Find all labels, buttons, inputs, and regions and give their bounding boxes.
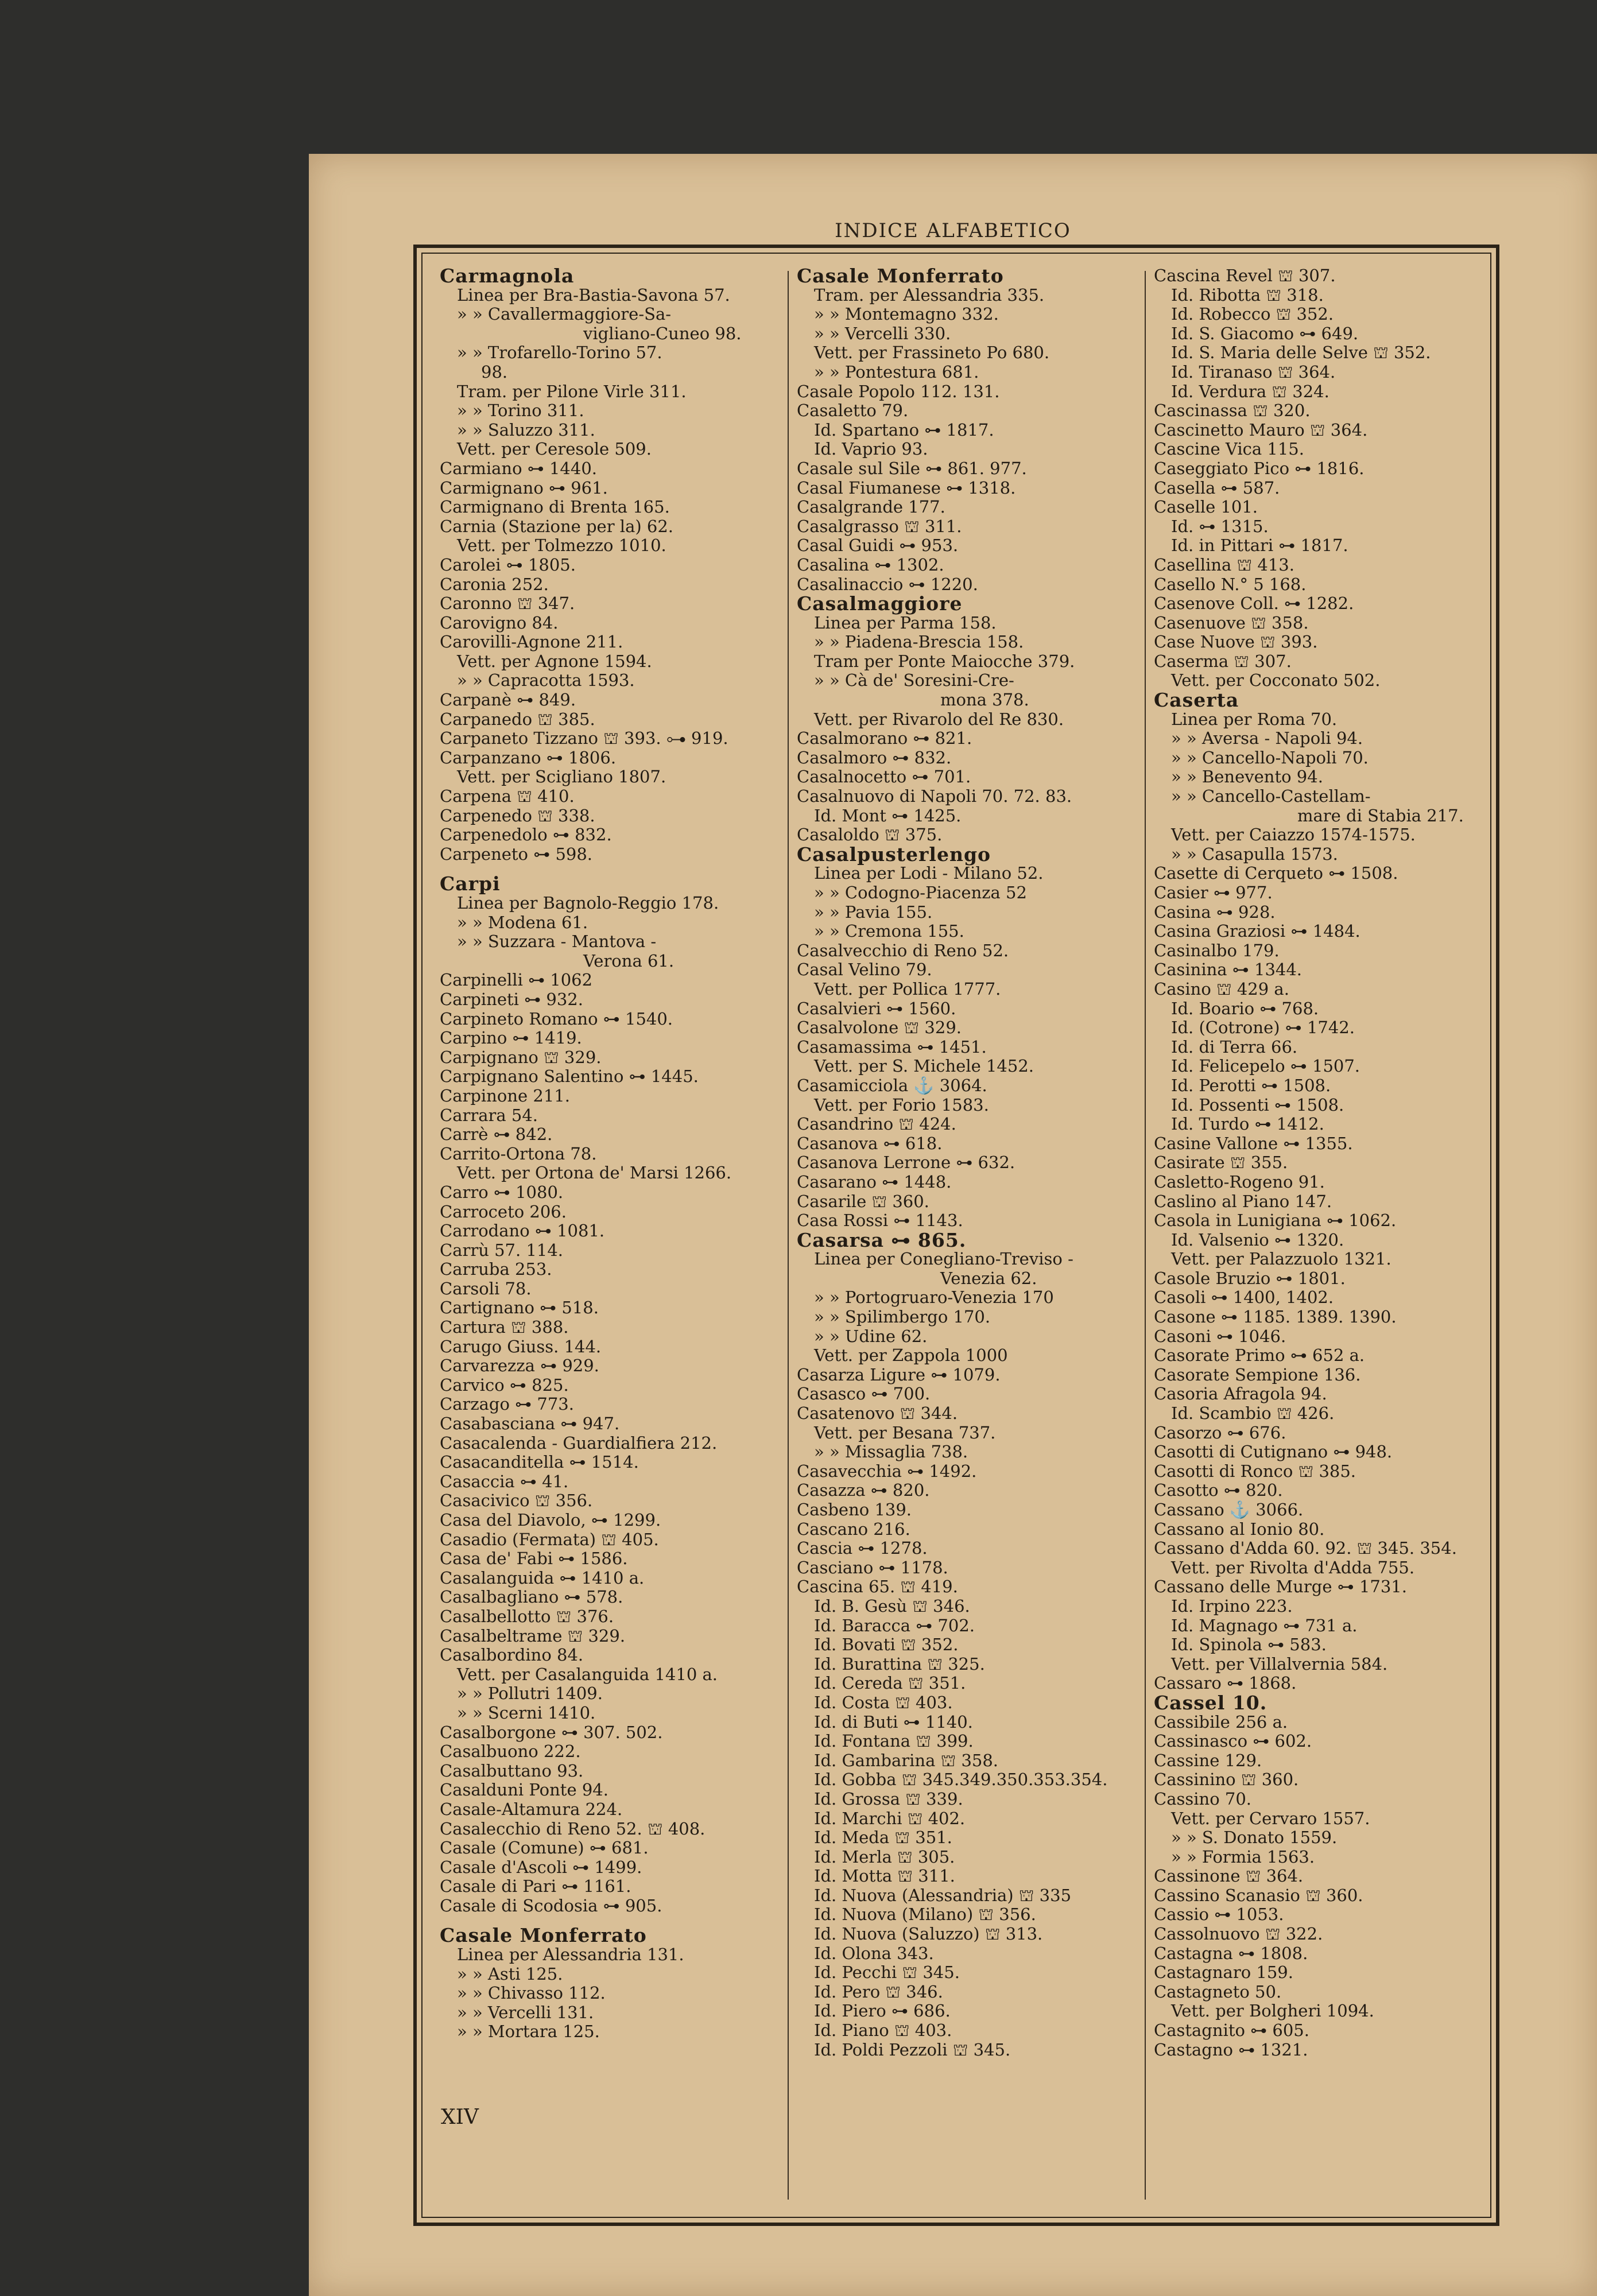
index-entry: Cassano al Ionio 80. bbox=[1154, 1519, 1325, 1539]
index-entry: Casarile ⛫ 360. bbox=[797, 1191, 929, 1211]
index-entry: Castagnito ⊶ 605. bbox=[1154, 2020, 1309, 2041]
index-entry: Vett. per Palazzuolo 1321. bbox=[1171, 1249, 1391, 1269]
index-entry: Cassinasco ⊶ 602. bbox=[1154, 1731, 1312, 1751]
index-entry: Casalecchio di Reno 52. ⛫ 408. bbox=[440, 1818, 706, 1839]
index-entry: Castagna ⊶ 1808. bbox=[1154, 1943, 1308, 1963]
index-entry: Id. Grossa ⛫ 339. bbox=[814, 1789, 963, 1809]
index-entry: Caseggiato Pico ⊶ 1816. bbox=[1154, 458, 1365, 478]
index-entry: Casamassima ⊶ 1451. bbox=[797, 1037, 987, 1057]
index-heading: Casarsa ⊶ 865. bbox=[797, 1228, 967, 1251]
index-entry: Casoni ⊶ 1046. bbox=[1154, 1326, 1286, 1346]
index-entry: Casotto ⊶ 820. bbox=[1154, 1480, 1283, 1500]
index-entry: Id. Bovati ⛫ 352. bbox=[814, 1635, 959, 1655]
index-heading: Carpi bbox=[440, 872, 501, 895]
index-entry: » » Vercelli 330. bbox=[814, 323, 951, 343]
index-entry: Id. Turdo ⊶ 1412. bbox=[1171, 1114, 1324, 1134]
index-entry: Casalmorano ⊶ 821. bbox=[797, 728, 972, 748]
index-entry: Casorate Primo ⊶ 652 a. bbox=[1154, 1345, 1365, 1366]
index-entry: Casamicciola ⚓ 3064. bbox=[797, 1075, 987, 1095]
index-entry: Caslino al Piano 147. bbox=[1154, 1191, 1332, 1211]
index-entry: Id. Piano ⛫ 403. bbox=[814, 2020, 952, 2041]
page-header: INDICE ALFABETICO bbox=[835, 219, 1071, 242]
index-entry: Cassano ⚓ 3066. bbox=[1154, 1500, 1304, 1519]
index-entry: Casinalbo 179. bbox=[1154, 940, 1280, 960]
index-entry: Vett. per Tolmezzo 1010. bbox=[457, 536, 666, 556]
index-entry: » » S. Donato 1559. bbox=[1171, 1828, 1338, 1848]
index-entry: » » Mortara 125. bbox=[457, 2022, 600, 2042]
index-heading: Cassel 10. bbox=[1154, 1691, 1267, 1714]
index-entry: Casadio (Fermata) ⛫ 405. bbox=[440, 1529, 659, 1549]
index-entry: » » Cancello-Castellam- bbox=[1171, 786, 1371, 806]
index-entry: mare di Stabia 217. bbox=[1297, 805, 1464, 825]
index-entry: Vett. per Ortona de' Marsi 1266. bbox=[457, 1163, 732, 1183]
index-entry: Id. Robecco ⛫ 352. bbox=[1171, 304, 1334, 324]
index-entry: Casone ⊶ 1185. 1389. 1390. bbox=[1154, 1307, 1397, 1327]
index-entry: Casacivico ⛫ 356. bbox=[440, 1491, 593, 1511]
index-entry: Casier ⊶ 977. bbox=[1154, 883, 1273, 902]
index-frame bbox=[413, 245, 1499, 2226]
index-entry: Cascine Vica 115. bbox=[1154, 439, 1304, 459]
index-entry: » » Chivasso 112. bbox=[457, 1983, 606, 2003]
index-entry: Id. Gobba ⛫ 345.349.350.353.354. bbox=[814, 1770, 1108, 1790]
book-page bbox=[309, 154, 1597, 2296]
index-entry: Casalbagliano ⊶ 578. bbox=[440, 1587, 623, 1607]
index-entry: Vett. per Caiazzo 1574-1575. bbox=[1171, 825, 1416, 845]
index-entry: Vett. per Cervaro 1557. bbox=[1171, 1808, 1370, 1828]
index-entry: Id. S. Maria delle Selve ⛫ 352. bbox=[1171, 343, 1431, 363]
index-entry: Cascano 216. bbox=[797, 1519, 910, 1539]
index-entry: Casotti di Ronco ⛫ 385. bbox=[1154, 1461, 1356, 1481]
index-entry: Casello N.° 5 168. bbox=[1154, 574, 1307, 594]
column-divider bbox=[1145, 271, 1146, 2200]
index-entry: Linea per Bagnolo-Reggio 178. bbox=[457, 893, 719, 913]
index-entry: Casole Bruzio ⊶ 1801. bbox=[1154, 1268, 1346, 1288]
index-entry: Carpineto Romano ⊶ 1540. bbox=[440, 1009, 673, 1029]
index-entry: Id. Meda ⛫ 351. bbox=[814, 1828, 952, 1848]
index-entry: » » Montemagno 332. bbox=[814, 304, 999, 324]
index-entry: Carpena ⛫ 410. bbox=[440, 786, 575, 806]
index-heading: Casalpusterlengo bbox=[797, 843, 991, 866]
index-entry: Casciano ⊶ 1178. bbox=[797, 1557, 948, 1577]
index-entry: Cassolnuovo ⛫ 322. bbox=[1154, 1924, 1323, 1944]
index-entry: Casacanditella ⊶ 1514. bbox=[440, 1452, 639, 1472]
index-entry: Cassano d'Adda 60. 92. ⛫ 345. 354. bbox=[1154, 1538, 1457, 1558]
index-entry: Casalbuttano 93. bbox=[440, 1760, 584, 1781]
index-entry: Casette di Cerqueto ⊶ 1508. bbox=[1154, 863, 1398, 883]
index-entry: Casalmoro ⊶ 832. bbox=[797, 747, 952, 767]
index-entry: Carpanedo ⛫ 385. bbox=[440, 709, 595, 729]
index-entry: Cassinino ⛫ 360. bbox=[1154, 1770, 1299, 1790]
index-entry: Cassino 70. bbox=[1154, 1789, 1251, 1809]
index-entry: Casalnocetto ⊶ 701. bbox=[797, 767, 971, 787]
index-entry: Carugo Giuss. 144. bbox=[440, 1336, 602, 1356]
index-entry: Casella ⊶ 587. bbox=[1154, 478, 1280, 498]
index-entry: Cascinetto Mauro ⛫ 364. bbox=[1154, 420, 1368, 440]
index-heading: Carmagnola bbox=[440, 266, 575, 287]
index-entry: » » Portogruaro-Venezia 170 bbox=[814, 1287, 1054, 1308]
index-entry: mona 378. bbox=[940, 690, 1029, 710]
index-entry: Carrè ⊶ 842. bbox=[440, 1124, 553, 1145]
index-entry: » » Codogno-Piacenza 52 bbox=[814, 883, 1027, 902]
index-entry: Id. Verdura ⛫ 324. bbox=[1171, 381, 1329, 401]
index-entry: Carsoli 78. bbox=[440, 1278, 532, 1298]
index-entry: Casal Fiumanese ⊶ 1318. bbox=[797, 478, 1016, 498]
index-entry: Verona 61. bbox=[583, 951, 675, 971]
index-entry: Id. Fontana ⛫ 399. bbox=[814, 1731, 974, 1751]
index-entry: Carpinelli ⊶ 1062 bbox=[440, 970, 593, 990]
index-entry: Casletto-Rogeno 91. bbox=[1154, 1172, 1325, 1192]
index-entry: » » Piadena-Brescia 158. bbox=[814, 632, 1024, 652]
index-entry: Id. Burattina ⛫ 325. bbox=[814, 1654, 985, 1674]
index-entry: Casalborgone ⊶ 307. 502. bbox=[440, 1722, 663, 1742]
index-entry: » » Suzzara - Mantova - bbox=[457, 932, 657, 952]
index-entry: Casinina ⊶ 1344. bbox=[1154, 960, 1303, 980]
index-entry: Casalvieri ⊶ 1560. bbox=[797, 998, 956, 1018]
index-entry: Id. Possenti ⊶ 1508. bbox=[1171, 1095, 1344, 1115]
index-entry: Casandrino ⛫ 424. bbox=[797, 1114, 956, 1134]
index-entry: Id. Pero ⛫ 346. bbox=[814, 1981, 943, 2002]
index-entry: Carzago ⊶ 773. bbox=[440, 1394, 574, 1414]
index-entry: Id. Olona 343. bbox=[814, 1943, 934, 1963]
index-entry: Casaccia ⊶ 41. bbox=[440, 1471, 569, 1491]
index-entry: Carpanzano ⊶ 1806. bbox=[440, 747, 617, 767]
index-column-2 bbox=[797, 266, 1135, 2204]
index-entry: Casbeno 139. bbox=[797, 1500, 912, 1519]
index-entry: Caselle 101. bbox=[1154, 497, 1258, 517]
index-entry: Carolei ⊶ 1805. bbox=[440, 554, 576, 575]
index-entry: Id. Piero ⊶ 686. bbox=[814, 2001, 951, 2021]
index-entry: Carvico ⊶ 825. bbox=[440, 1375, 569, 1395]
index-entry: Id. Boario ⊶ 768. bbox=[1171, 998, 1319, 1018]
index-entry: Casale di Pari ⊶ 1161. bbox=[440, 1876, 631, 1896]
index-entry: Casoria Afragola 94. bbox=[1154, 1384, 1327, 1404]
index-entry: Carnia (Stazione per la) 62. bbox=[440, 516, 674, 536]
index-entry: Cassaro ⊶ 1868. bbox=[1154, 1673, 1297, 1693]
index-entry: Id. Mont ⊶ 1425. bbox=[814, 805, 962, 825]
index-entry: Id. Marchi ⛫ 402. bbox=[814, 1808, 966, 1828]
index-entry: Casalvecchio di Reno 52. bbox=[797, 940, 1009, 960]
index-heading: Casale Monferrato bbox=[440, 1924, 647, 1947]
index-entry: Id. Tiranaso ⛫ 364. bbox=[1171, 362, 1336, 382]
index-entry: Vett. per Scigliano 1807. bbox=[457, 767, 666, 787]
index-entry: Id. Pecchi ⛫ 345. bbox=[814, 1963, 960, 1983]
index-entry: » » Benevento 94. bbox=[1171, 767, 1323, 787]
index-entry: Casa de' Fabi ⊶ 1586. bbox=[440, 1549, 628, 1569]
index-entry: Cassibile 256 a. bbox=[1154, 1712, 1288, 1732]
index-entry: Id. Magnago ⊶ 731 a. bbox=[1171, 1615, 1358, 1635]
index-entry: Casaletto 79. bbox=[797, 401, 909, 421]
index-entry: » » Modena 61. bbox=[457, 912, 588, 932]
index-entry: Carpignano Salentino ⊶ 1445. bbox=[440, 1066, 699, 1087]
index-entry: » » Scerni 1410. bbox=[457, 1702, 596, 1723]
index-entry: Casenove Coll. ⊶ 1282. bbox=[1154, 594, 1354, 614]
index-entry: » » Trofarello-Torino 57. bbox=[457, 343, 662, 363]
index-entry: Id. Scambio ⛫ 426. bbox=[1171, 1403, 1335, 1424]
index-entry: Casalnuovo di Napoli 70. 72. 83. bbox=[797, 786, 1072, 806]
index-entry: Casabasciana ⊶ 947. bbox=[440, 1414, 620, 1434]
index-entry: Id. Motta ⛫ 311. bbox=[814, 1866, 955, 1886]
index-entry: Vett. per Pollica 1777. bbox=[814, 979, 1001, 999]
index-entry: Carovigno 84. bbox=[440, 612, 559, 633]
index-entry: Carruba 253. bbox=[440, 1259, 552, 1279]
index-entry: » » Asti 125. bbox=[457, 1964, 563, 1984]
index-entry: Casal Velino 79. bbox=[797, 960, 932, 980]
index-entry: Carroceto 206. bbox=[440, 1201, 567, 1221]
index-entry: Carmiano ⊶ 1440. bbox=[440, 458, 597, 478]
index-entry: Casalvolone ⛫ 329. bbox=[797, 1018, 962, 1038]
index-entry: Id. Irpino 223. bbox=[1171, 1596, 1293, 1616]
index-entry: Casa Rossi ⊶ 1143. bbox=[797, 1211, 963, 1231]
index-entry: Cassio ⊶ 1053. bbox=[1154, 1905, 1284, 1925]
index-entry: Carovilli-Agnone 211. bbox=[440, 632, 623, 652]
index-entry: Id. Spinola ⊶ 583. bbox=[1171, 1635, 1327, 1655]
index-entry: » » Cavallermaggiore-Sa- bbox=[457, 304, 672, 324]
index-entry: Caronia 252. bbox=[440, 574, 549, 594]
index-entry: Carrodano ⊶ 1081. bbox=[440, 1221, 605, 1241]
index-entry: Casacalenda - Guardialfiera 212. bbox=[440, 1433, 718, 1453]
index-entry: Linea per Lodi - Milano 52. bbox=[814, 863, 1044, 883]
index-entry: Id. Spartano ⊶ 1817. bbox=[814, 420, 994, 440]
index-entry: Casina Graziosi ⊶ 1484. bbox=[1154, 921, 1360, 941]
index-entry: Vett. per Bolgheri 1094. bbox=[1171, 2001, 1374, 2021]
index-entry: » » Vercelli 131. bbox=[457, 2002, 594, 2022]
index-entry: » » Missaglia 738. bbox=[814, 1442, 968, 1462]
index-entry: Vett. per Forio 1583. bbox=[814, 1095, 989, 1115]
index-entry: Cascinassa ⛫ 320. bbox=[1154, 401, 1311, 421]
index-entry: Cascina 65. ⛫ 419. bbox=[797, 1577, 958, 1597]
index-entry: » » Pontestura 681. bbox=[814, 362, 979, 382]
index-entry: Tram per Ponte Maiocche 379. bbox=[814, 651, 1075, 671]
column-divider bbox=[788, 271, 789, 2200]
index-entry: Id. Nuova (Saluzzo) ⛫ 313. bbox=[814, 1924, 1043, 1944]
index-entry: Casirate ⛫ 355. bbox=[1154, 1153, 1288, 1173]
index-entry: Vett. per Rivarolo del Re 830. bbox=[814, 709, 1064, 729]
index-entry: » » Casapulla 1573. bbox=[1171, 844, 1338, 864]
index-entry: » » Pollutri 1409. bbox=[457, 1684, 603, 1704]
index-entry: Linea per Alessandria 131. bbox=[457, 1945, 684, 1965]
index-entry: Casal Guidi ⊶ 953. bbox=[797, 536, 959, 556]
index-entry: » » Capracotta 1593. bbox=[457, 670, 635, 691]
index-entry: Casarano ⊶ 1448. bbox=[797, 1172, 952, 1192]
index-entry: Cartura ⛫ 388. bbox=[440, 1317, 569, 1337]
index-entry: Carpenedolo ⊶ 832. bbox=[440, 825, 612, 845]
index-entry: Casanova ⊶ 618. bbox=[797, 1133, 943, 1153]
index-entry: Linea per Conegliano-Treviso - bbox=[814, 1249, 1073, 1269]
index-entry: Casola in Lunigiana ⊶ 1062. bbox=[1154, 1211, 1397, 1231]
index-entry: Case Nuove ⛫ 393. bbox=[1154, 632, 1318, 652]
index-entry: » » Cremona 155. bbox=[814, 921, 964, 941]
index-entry: Casina ⊶ 928. bbox=[1154, 902, 1276, 922]
index-entry: Casalina ⊶ 1302. bbox=[797, 554, 944, 575]
index-column-1 bbox=[440, 266, 778, 2204]
index-entry: Casenuove ⛫ 358. bbox=[1154, 612, 1309, 633]
index-entry: Casalbordino 84. bbox=[440, 1645, 584, 1665]
index-entry: Tram. per Alessandria 335. bbox=[814, 285, 1045, 305]
index-entry: Carpignano ⛫ 329. bbox=[440, 1047, 602, 1067]
index-entry: Carrara 54. bbox=[440, 1105, 538, 1125]
index-entry: Casale Popolo 112. 131. bbox=[797, 381, 1000, 401]
index-entry: » » Saluzzo 311. bbox=[457, 420, 595, 440]
index-entry: Vett. per Zappola 1000 bbox=[814, 1345, 1008, 1366]
index-entry: Casale d'Ascoli ⊶ 1499. bbox=[440, 1857, 642, 1877]
index-heading: Casale Monferrato bbox=[797, 266, 1004, 287]
index-entry: Id. Cereda ⛫ 351. bbox=[814, 1673, 966, 1693]
index-entry: Casale (Comune) ⊶ 681. bbox=[440, 1838, 649, 1858]
index-entry: Caserma ⛫ 307. bbox=[1154, 651, 1292, 671]
index-entry: Vett. per Agnone 1594. bbox=[457, 651, 652, 671]
page-number: XIV bbox=[441, 2105, 479, 2129]
index-entry: Id. in Pittari ⊶ 1817. bbox=[1171, 536, 1348, 556]
index-entry: Casotti di Cutignano ⊶ 948. bbox=[1154, 1442, 1393, 1462]
index-heading: Casalmaggiore bbox=[797, 592, 963, 615]
index-entry: Casalbellotto ⛫ 376. bbox=[440, 1606, 614, 1626]
index-entry: » » Spilimbergo 170. bbox=[814, 1307, 991, 1327]
index-entry: Carpineti ⊶ 932. bbox=[440, 989, 583, 1009]
index-entry: Linea per Roma 70. bbox=[1171, 709, 1338, 729]
index-entry: Caronno ⛫ 347. bbox=[440, 594, 575, 614]
index-entry: » » Cancello-Napoli 70. bbox=[1171, 747, 1369, 767]
index-entry: Casaloldo ⛫ 375. bbox=[797, 825, 943, 845]
index-entry: Carvarezza ⊶ 929. bbox=[440, 1356, 599, 1376]
index-entry: Casorate Sempione 136. bbox=[1154, 1364, 1361, 1384]
index-entry: Cassano delle Murge ⊶ 1731. bbox=[1154, 1577, 1407, 1597]
index-entry: Cartignano ⊶ 518. bbox=[440, 1298, 599, 1318]
index-entry: Id. ⊶ 1315. bbox=[1171, 516, 1269, 536]
index-entry: Casalanguida ⊶ 1410 a. bbox=[440, 1568, 645, 1588]
index-entry: Casazza ⊶ 820. bbox=[797, 1480, 930, 1500]
index-entry: Cascia ⊶ 1278. bbox=[797, 1538, 928, 1558]
index-entry: Carpinone 211. bbox=[440, 1085, 570, 1106]
index-column-3 bbox=[1154, 266, 1487, 2204]
index-entry: Casalinaccio ⊶ 1220. bbox=[797, 574, 978, 594]
index-entry: Vett. per Cocconato 502. bbox=[1171, 670, 1381, 691]
index-entry: 98. bbox=[481, 362, 508, 382]
index-entry: » » Formia 1563. bbox=[1171, 1847, 1315, 1867]
index-entry: » » Aversa - Napoli 94. bbox=[1171, 728, 1363, 748]
index-entry: Cascina Revel ⛫ 307. bbox=[1154, 266, 1336, 285]
index-entry: Id. Merla ⛫ 305. bbox=[814, 1847, 955, 1867]
index-entry: Carpaneto Tizzano ⛫ 393. ⊶ 919. bbox=[440, 728, 728, 748]
index-entry: Casanova Lerrone ⊶ 632. bbox=[797, 1153, 1015, 1173]
index-entry: Casalduni Ponte 94. bbox=[440, 1780, 608, 1800]
index-entry: Casa del Diavolo, ⊶ 1299. bbox=[440, 1510, 661, 1530]
index-entry: Casellina ⛫ 413. bbox=[1154, 554, 1294, 575]
index-entry: Casale-Altamura 224. bbox=[440, 1799, 623, 1819]
index-entry: Casoli ⊶ 1400, 1402. bbox=[1154, 1287, 1334, 1308]
index-entry: Id. Baracca ⊶ 702. bbox=[814, 1615, 975, 1635]
index-entry: Vett. per Casalanguida 1410 a. bbox=[457, 1664, 718, 1684]
index-entry: Id. Felicepelo ⊶ 1507. bbox=[1171, 1056, 1360, 1076]
index-entry: » » Pavia 155. bbox=[814, 902, 933, 922]
index-heading: Caserta bbox=[1154, 689, 1239, 712]
index-entry: Carro ⊶ 1080. bbox=[440, 1182, 564, 1202]
index-entry: Castagno ⊶ 1321. bbox=[1154, 2039, 1308, 2060]
index-entry: Cassino Scanasio ⛫ 360. bbox=[1154, 1885, 1363, 1905]
index-entry: Id. Nuova (Milano) ⛫ 356. bbox=[814, 1905, 1036, 1925]
index-entry: » » Torino 311. bbox=[457, 401, 584, 421]
index-entry: Casalbeltrame ⛫ 329. bbox=[440, 1626, 626, 1646]
index-entry: Castagnaro 159. bbox=[1154, 1963, 1293, 1983]
index-entry: Linea per Parma 158. bbox=[814, 612, 997, 633]
index-entry: Cassine 129. bbox=[1154, 1750, 1262, 1770]
index-entry: Casalbuono 222. bbox=[440, 1742, 581, 1762]
index-entry: Id. Gambarina ⛫ 358. bbox=[814, 1750, 999, 1770]
index-entry: Id. (Cotrone) ⊶ 1742. bbox=[1171, 1018, 1355, 1038]
index-entry: Vett. per Besana 737. bbox=[814, 1422, 996, 1442]
index-entry: Vett. per Rivolta d'Adda 755. bbox=[1171, 1557, 1415, 1577]
index-entry: Casalgrande 177. bbox=[797, 497, 945, 517]
index-entry: Castagneto 50. bbox=[1154, 1981, 1282, 2002]
index-entry: Id. di Terra 66. bbox=[1171, 1037, 1298, 1057]
index-entry: Casine Vallone ⊶ 1355. bbox=[1154, 1133, 1353, 1153]
index-entry: Id. Nuova (Alessandria) ⛫ 335 bbox=[814, 1885, 1072, 1905]
index-entry: Id. Ribotta ⛫ 318. bbox=[1171, 285, 1324, 305]
index-entry: Casino ⛫ 429 a. bbox=[1154, 979, 1289, 999]
index-entry: Casorzo ⊶ 676. bbox=[1154, 1422, 1286, 1442]
index-entry: Carrito-Ortona 78. bbox=[440, 1143, 597, 1163]
index-entry: Vett. per S. Michele 1452. bbox=[814, 1056, 1034, 1076]
index-entry: Carmignano di Brenta 165. bbox=[440, 497, 670, 517]
index-entry: Casarza Ligure ⊶ 1079. bbox=[797, 1364, 1001, 1384]
index-entry: vigliano-Cuneo 98. bbox=[583, 323, 742, 343]
index-entry: Id. S. Giacomo ⊶ 649. bbox=[1171, 323, 1359, 343]
index-entry: Casasco ⊶ 700. bbox=[797, 1384, 931, 1404]
index-entry: Carmignano ⊶ 961. bbox=[440, 478, 608, 498]
index-entry: Id. di Buti ⊶ 1140. bbox=[814, 1712, 973, 1732]
index-entry: Carpeneto ⊶ 598. bbox=[440, 844, 593, 864]
index-entry: Id. Poldi Pezzoli ⛫ 345. bbox=[814, 2039, 1011, 2060]
index-entry: Vett. per Villalvernia 584. bbox=[1171, 1654, 1388, 1674]
index-entry: Carpanè ⊶ 849. bbox=[440, 690, 576, 710]
index-entry: Id. B. Gesù ⛫ 346. bbox=[814, 1596, 970, 1616]
index-entry: Casatenovo ⛫ 344. bbox=[797, 1403, 958, 1424]
index-entry: » » Cà de' Soresini-Cre- bbox=[814, 670, 1014, 691]
index-entry: Id. Costa ⛫ 403. bbox=[814, 1692, 953, 1712]
index-entry: Id. Vaprio 93. bbox=[814, 439, 928, 459]
index-entry: Casavecchia ⊶ 1492. bbox=[797, 1461, 977, 1481]
index-entry: » » Udine 62. bbox=[814, 1326, 928, 1346]
index-entry: Carpino ⊶ 1419. bbox=[440, 1028, 582, 1048]
index-entry: Vett. per Frassineto Po 680. bbox=[814, 343, 1050, 363]
index-entry: Id. Perotti ⊶ 1508. bbox=[1171, 1075, 1331, 1095]
index-entry: Casale sul Sile ⊶ 861. 977. bbox=[797, 458, 1027, 478]
index-entry: Carpenedo ⛫ 338. bbox=[440, 805, 595, 825]
index-entry: Carrù 57. 114. bbox=[440, 1240, 564, 1260]
index-entry: Casalgrasso ⛫ 311. bbox=[797, 516, 962, 536]
index-entry: Id. Valsenio ⊶ 1320. bbox=[1171, 1230, 1344, 1250]
index-frame-inner bbox=[421, 253, 1491, 2218]
index-entry: Tram. per Pilone Virle 311. bbox=[457, 381, 687, 401]
index-entry: Venezia 62. bbox=[940, 1268, 1037, 1288]
index-entry: Casale di Scodosia ⊶ 905. bbox=[440, 1895, 662, 1915]
index-entry: Vett. per Ceresole 509. bbox=[457, 439, 652, 459]
index-entry: Cassinone ⛫ 364. bbox=[1154, 1866, 1304, 1886]
index-entry: Linea per Bra-Bastia-Savona 57. bbox=[457, 285, 730, 305]
